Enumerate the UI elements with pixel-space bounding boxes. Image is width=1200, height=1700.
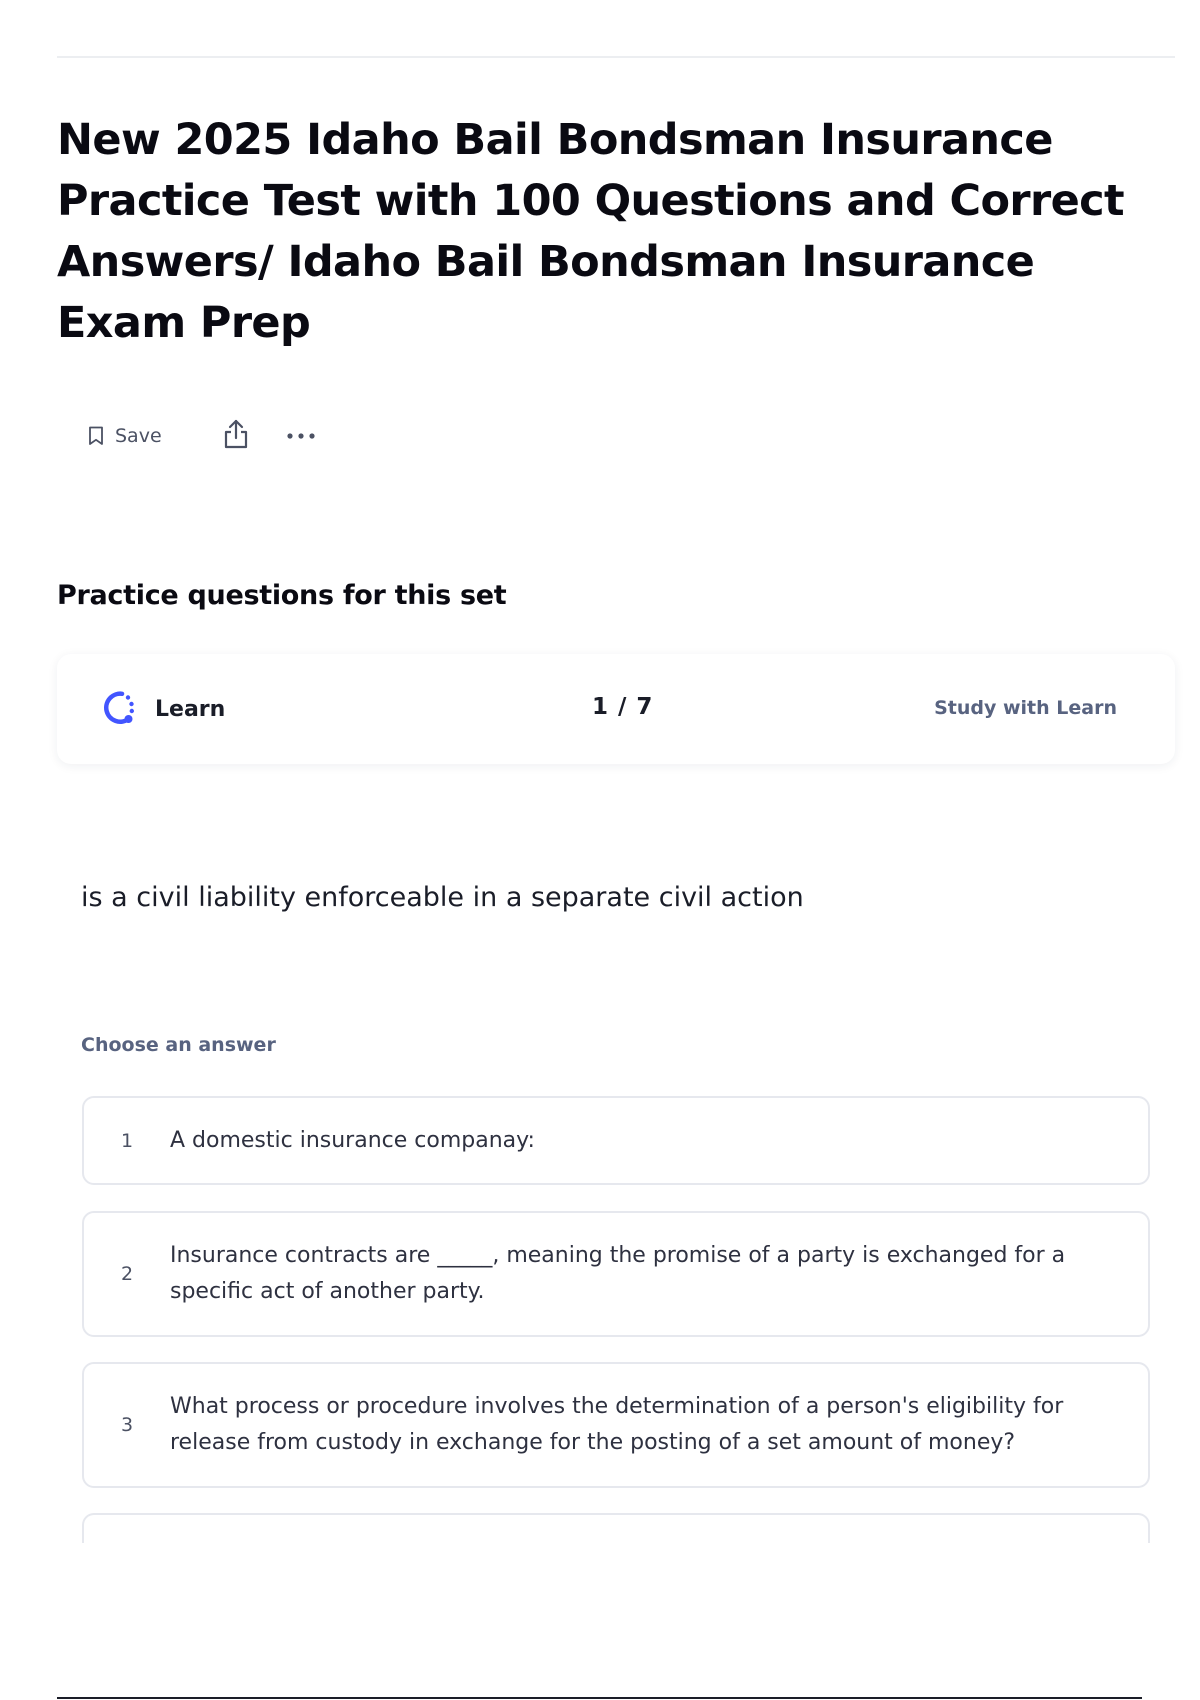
more-options-button[interactable] [281, 416, 321, 456]
more-horizontal-icon [285, 427, 317, 445]
option-number: 3 [121, 1414, 134, 1436]
save-button[interactable] [80, 416, 170, 456]
learn-label: Learn [155, 696, 226, 722]
option-text: What process or procedure involves the determination of a person's eligibility for release from custody in exchange for the posting of a set amount of money? [170, 1394, 1064, 1455]
question-prompt: is a civil liability enforceable in a separate civil action [81, 882, 804, 913]
top-divider [57, 56, 1175, 58]
share-icon [222, 418, 250, 455]
option-number: 2 [121, 1263, 134, 1285]
answer-option-2[interactable] [82, 1211, 1150, 1337]
learn-card [57, 654, 1175, 764]
bookmark-icon [88, 426, 104, 446]
page-title: New 2025 Idaho Bail Bondsman Insurance Practice Test with 100 Questions and Correct Answers/ Idaho Bail Bondsman Insurance Exam Prep [57, 115, 1125, 348]
action-bar [80, 416, 321, 456]
bottom-divider [57, 1697, 1142, 1699]
option-text: A domestic insurance companay: [170, 1127, 535, 1153]
option-text: Insurance contracts are _____, meaning the promise of a party is exchanged for a specific act of another party. [170, 1243, 1066, 1304]
learn-mode-label [95, 687, 225, 731]
practice-section-heading: Practice questions for this set [57, 580, 507, 611]
option-number: 1 [121, 1129, 134, 1152]
answer-option-3[interactable] [82, 1362, 1150, 1488]
answer-option-4-partial[interactable] [82, 1513, 1150, 1543]
question-progress: 1 / 7 [592, 694, 654, 720]
study-with-learn-link[interactable]: Study with Learn [934, 697, 1117, 719]
save-label: Save [115, 425, 162, 447]
answer-option-1[interactable] [82, 1096, 1150, 1185]
learn-progress-icon [95, 685, 139, 734]
choose-answer-label: Choose an answer [81, 1034, 276, 1056]
share-button[interactable] [216, 416, 256, 456]
